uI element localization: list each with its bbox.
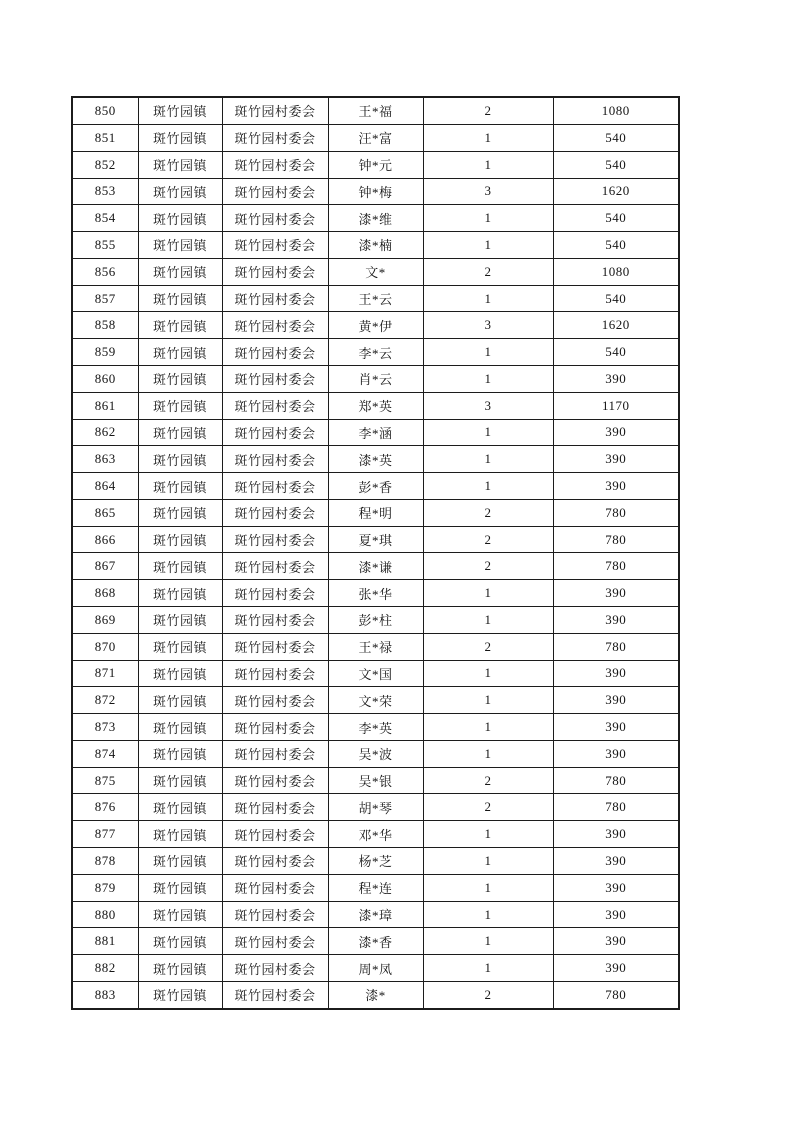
town-cell: 斑竹园镇 [138,285,222,312]
village-committee-cell: 斑竹园村委会 [222,446,328,473]
masked-name-cell: 彭*香 [328,473,423,500]
masked-name-cell: 钟*元 [328,151,423,178]
masked-name-cell: 邓*华 [328,821,423,848]
table-row [72,178,679,205]
town-cell: 斑竹园镇 [138,365,222,392]
village-committee-cell: 斑竹园村委会 [222,981,328,1009]
amount-cell: 540 [553,285,679,312]
village-committee-cell: 斑竹园村委会 [222,848,328,875]
masked-name-cell: 漆*英 [328,446,423,473]
count-cell: 1 [423,928,553,955]
town-cell: 斑竹园镇 [138,151,222,178]
serial-number-cell: 883 [72,981,138,1009]
town-cell: 斑竹园镇 [138,258,222,285]
table-row [72,526,679,553]
village-committee-cell: 斑竹园村委会 [222,285,328,312]
town-cell: 斑竹园镇 [138,901,222,928]
count-cell: 1 [423,660,553,687]
serial-number-cell: 857 [72,285,138,312]
table-row [72,660,679,687]
town-cell: 斑竹园镇 [138,767,222,794]
village-committee-cell: 斑竹园村委会 [222,607,328,634]
village-committee-cell: 斑竹园村委会 [222,714,328,741]
serial-number-cell: 870 [72,633,138,660]
village-committee-cell: 斑竹园村委会 [222,473,328,500]
count-cell: 2 [423,97,553,124]
masked-name-cell: 李*英 [328,714,423,741]
serial-number-cell: 862 [72,419,138,446]
serial-number-cell: 878 [72,848,138,875]
masked-name-cell: 周*凤 [328,955,423,982]
town-cell: 斑竹园镇 [138,553,222,580]
table-row [72,928,679,955]
count-cell: 1 [423,339,553,366]
masked-name-cell: 漆*楠 [328,232,423,259]
masked-name-cell: 漆* [328,981,423,1009]
village-committee-cell: 斑竹园村委会 [222,740,328,767]
count-cell: 1 [423,365,553,392]
amount-cell: 390 [553,874,679,901]
serial-number-cell: 876 [72,794,138,821]
count-cell: 1 [423,848,553,875]
village-committee-cell: 斑竹园村委会 [222,928,328,955]
amount-cell: 780 [553,553,679,580]
village-committee-cell: 斑竹园村委会 [222,580,328,607]
village-committee-cell: 斑竹园村委会 [222,205,328,232]
serial-number-cell: 852 [72,151,138,178]
serial-number-cell: 869 [72,607,138,634]
amount-cell: 780 [553,767,679,794]
amount-cell: 1620 [553,178,679,205]
masked-name-cell: 李*涵 [328,419,423,446]
masked-name-cell: 郑*英 [328,392,423,419]
town-cell: 斑竹园镇 [138,526,222,553]
town-cell: 斑竹园镇 [138,232,222,259]
town-cell: 斑竹园镇 [138,821,222,848]
masked-name-cell: 程*明 [328,499,423,526]
masked-name-cell: 彭*柱 [328,607,423,634]
table-row [72,499,679,526]
count-cell: 2 [423,553,553,580]
town-cell: 斑竹园镇 [138,178,222,205]
count-cell: 1 [423,874,553,901]
count-cell: 2 [423,794,553,821]
serial-number-cell: 877 [72,821,138,848]
masked-name-cell: 胡*琴 [328,794,423,821]
village-committee-cell: 斑竹园村委会 [222,339,328,366]
table-row [72,901,679,928]
town-cell: 斑竹园镇 [138,446,222,473]
count-cell: 3 [423,392,553,419]
serial-number-cell: 851 [72,124,138,151]
amount-cell: 780 [553,633,679,660]
masked-name-cell: 漆*璋 [328,901,423,928]
village-committee-cell: 斑竹园村委会 [222,821,328,848]
village-committee-cell: 斑竹园村委会 [222,97,328,124]
count-cell: 1 [423,124,553,151]
village-committee-cell: 斑竹园村委会 [222,526,328,553]
serial-number-cell: 855 [72,232,138,259]
amount-cell: 390 [553,580,679,607]
amount-cell: 390 [553,714,679,741]
table-row [72,446,679,473]
amount-cell: 390 [553,607,679,634]
table-row [72,580,679,607]
village-committee-cell: 斑竹园村委会 [222,151,328,178]
table-row [72,794,679,821]
village-committee-cell: 斑竹园村委会 [222,124,328,151]
count-cell: 3 [423,178,553,205]
village-committee-cell: 斑竹园村委会 [222,365,328,392]
village-committee-cell: 斑竹园村委会 [222,901,328,928]
village-committee-cell: 斑竹园村委会 [222,767,328,794]
count-cell: 2 [423,258,553,285]
masked-name-cell: 王*福 [328,97,423,124]
table-row [72,848,679,875]
count-cell: 1 [423,419,553,446]
table-row [72,607,679,634]
village-committee-cell: 斑竹园村委会 [222,660,328,687]
amount-cell: 1170 [553,392,679,419]
amount-cell: 390 [553,901,679,928]
serial-number-cell: 871 [72,660,138,687]
table-row [72,740,679,767]
village-committee-cell: 斑竹园村委会 [222,258,328,285]
amount-cell: 780 [553,981,679,1009]
masked-name-cell: 王*云 [328,285,423,312]
town-cell: 斑竹园镇 [138,97,222,124]
serial-number-cell: 858 [72,312,138,339]
village-committee-cell: 斑竹园村委会 [222,232,328,259]
count-cell: 1 [423,901,553,928]
serial-number-cell: 856 [72,258,138,285]
amount-cell: 1080 [553,97,679,124]
village-committee-cell: 斑竹园村委会 [222,419,328,446]
masked-name-cell: 漆*维 [328,205,423,232]
count-cell: 1 [423,955,553,982]
masked-name-cell: 李*云 [328,339,423,366]
serial-number-cell: 868 [72,580,138,607]
serial-number-cell: 866 [72,526,138,553]
masked-name-cell: 文*荣 [328,687,423,714]
amount-cell: 390 [553,687,679,714]
table-row [72,97,679,124]
amount-cell: 390 [553,848,679,875]
serial-number-cell: 854 [72,205,138,232]
village-committee-cell: 斑竹园村委会 [222,178,328,205]
masked-name-cell: 漆*谦 [328,553,423,580]
town-cell: 斑竹园镇 [138,580,222,607]
table-row [72,205,679,232]
town-cell: 斑竹园镇 [138,740,222,767]
village-committee-cell: 斑竹园村委会 [222,392,328,419]
amount-cell: 390 [553,473,679,500]
count-cell: 3 [423,312,553,339]
village-committee-cell: 斑竹园村委会 [222,955,328,982]
count-cell: 2 [423,526,553,553]
serial-number-cell: 861 [72,392,138,419]
amount-cell: 540 [553,124,679,151]
table-row [72,419,679,446]
serial-number-cell: 874 [72,740,138,767]
town-cell: 斑竹园镇 [138,633,222,660]
count-cell: 1 [423,205,553,232]
serial-number-cell: 879 [72,874,138,901]
amount-cell: 1620 [553,312,679,339]
table-row [72,473,679,500]
village-committee-cell: 斑竹园村委会 [222,687,328,714]
town-cell: 斑竹园镇 [138,312,222,339]
amount-cell: 540 [553,205,679,232]
serial-number-cell: 873 [72,714,138,741]
town-cell: 斑竹园镇 [138,419,222,446]
serial-number-cell: 860 [72,365,138,392]
masked-name-cell: 夏*琪 [328,526,423,553]
serial-number-cell: 859 [72,339,138,366]
count-cell: 2 [423,499,553,526]
count-cell: 2 [423,981,553,1009]
count-cell: 1 [423,714,553,741]
amount-cell: 390 [553,821,679,848]
table-row [72,258,679,285]
amount-cell: 780 [553,526,679,553]
village-committee-cell: 斑竹园村委会 [222,794,328,821]
village-committee-cell: 斑竹园村委会 [222,312,328,339]
town-cell: 斑竹园镇 [138,848,222,875]
serial-number-cell: 850 [72,97,138,124]
masked-name-cell: 程*连 [328,874,423,901]
town-cell: 斑竹园镇 [138,955,222,982]
masked-name-cell: 杨*芝 [328,848,423,875]
count-cell: 1 [423,687,553,714]
town-cell: 斑竹园镇 [138,660,222,687]
count-cell: 1 [423,232,553,259]
serial-number-cell: 882 [72,955,138,982]
serial-number-cell: 853 [72,178,138,205]
masked-name-cell: 王*禄 [328,633,423,660]
town-cell: 斑竹园镇 [138,794,222,821]
masked-name-cell: 张*华 [328,580,423,607]
table-body [72,97,679,1009]
table-row [72,285,679,312]
count-cell: 1 [423,740,553,767]
count-cell: 2 [423,767,553,794]
table-row [72,312,679,339]
town-cell: 斑竹园镇 [138,205,222,232]
count-cell: 1 [423,821,553,848]
count-cell: 2 [423,633,553,660]
town-cell: 斑竹园镇 [138,392,222,419]
serial-number-cell: 880 [72,901,138,928]
town-cell: 斑竹园镇 [138,874,222,901]
amount-cell: 390 [553,365,679,392]
table-row [72,553,679,580]
count-cell: 1 [423,151,553,178]
beneficiary-table [71,96,680,1010]
serial-number-cell: 872 [72,687,138,714]
count-cell: 1 [423,473,553,500]
amount-cell: 390 [553,928,679,955]
masked-name-cell: 汪*富 [328,124,423,151]
masked-name-cell: 文* [328,258,423,285]
table-row [72,714,679,741]
town-cell: 斑竹园镇 [138,687,222,714]
serial-number-cell: 865 [72,499,138,526]
amount-cell: 390 [553,660,679,687]
amount-cell: 390 [553,740,679,767]
serial-number-cell: 881 [72,928,138,955]
masked-name-cell: 钟*梅 [328,178,423,205]
amount-cell: 1080 [553,258,679,285]
village-committee-cell: 斑竹园村委会 [222,553,328,580]
masked-name-cell: 黄*伊 [328,312,423,339]
table-row [72,365,679,392]
village-committee-cell: 斑竹园村委会 [222,874,328,901]
count-cell: 1 [423,607,553,634]
village-committee-cell: 斑竹园村委会 [222,633,328,660]
table-row [72,633,679,660]
serial-number-cell: 863 [72,446,138,473]
town-cell: 斑竹园镇 [138,339,222,366]
town-cell: 斑竹园镇 [138,473,222,500]
table-row [72,392,679,419]
town-cell: 斑竹园镇 [138,499,222,526]
amount-cell: 390 [553,419,679,446]
table-row [72,981,679,1009]
serial-number-cell: 864 [72,473,138,500]
table-row [72,955,679,982]
table-row [72,151,679,178]
table-row [72,232,679,259]
masked-name-cell: 吴*波 [328,740,423,767]
town-cell: 斑竹园镇 [138,124,222,151]
table-row [72,767,679,794]
table-row [72,339,679,366]
amount-cell: 540 [553,339,679,366]
amount-cell: 390 [553,955,679,982]
village-committee-cell: 斑竹园村委会 [222,499,328,526]
count-cell: 1 [423,446,553,473]
count-cell: 1 [423,580,553,607]
count-cell: 1 [423,285,553,312]
masked-name-cell: 肖*云 [328,365,423,392]
amount-cell: 540 [553,232,679,259]
amount-cell: 390 [553,446,679,473]
masked-name-cell: 漆*香 [328,928,423,955]
amount-cell: 780 [553,794,679,821]
town-cell: 斑竹园镇 [138,928,222,955]
town-cell: 斑竹园镇 [138,607,222,634]
table-row [72,874,679,901]
masked-name-cell: 吴*银 [328,767,423,794]
amount-cell: 540 [553,151,679,178]
table-row [72,821,679,848]
table-row [72,687,679,714]
masked-name-cell: 文*国 [328,660,423,687]
serial-number-cell: 867 [72,553,138,580]
town-cell: 斑竹园镇 [138,981,222,1009]
table-row [72,124,679,151]
serial-number-cell: 875 [72,767,138,794]
town-cell: 斑竹园镇 [138,714,222,741]
amount-cell: 780 [553,499,679,526]
